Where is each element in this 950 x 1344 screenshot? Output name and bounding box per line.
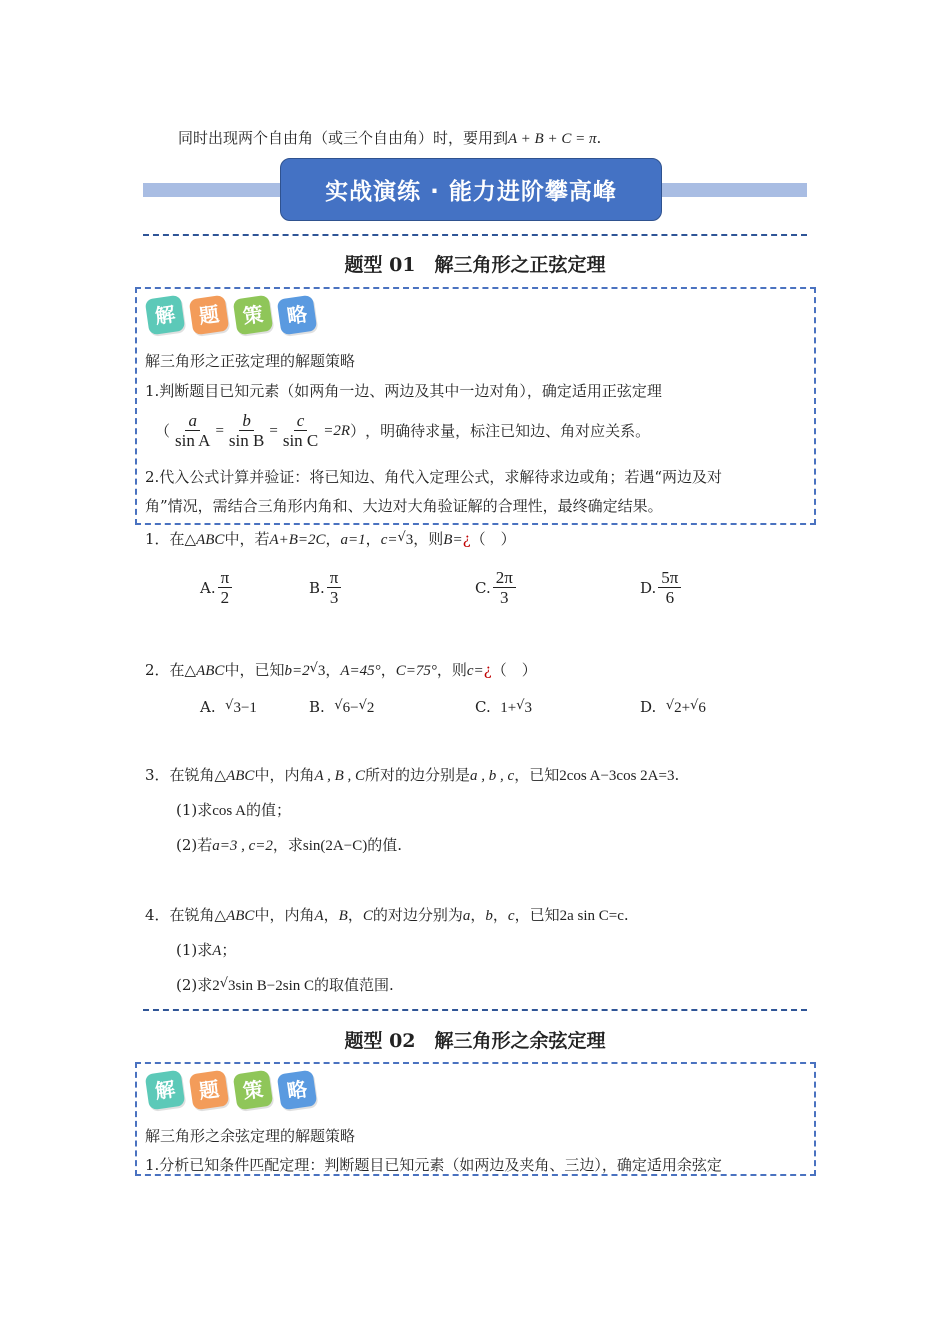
q2-option-c[interactable]: C. 1+√3 [475, 698, 533, 716]
sqrt-icon: √ [397, 530, 406, 545]
q1-option-c[interactable]: C. $\frac{2\pi}{3}$ [475, 568, 518, 607]
q3-part1: (1)求cos A的值； [176, 801, 292, 819]
intro-formula: A + B + C = π [508, 131, 597, 147]
q1-option-b[interactable]: B. $\frac{\pi}{3}$ [309, 568, 343, 607]
sqrt-icon: √ [219, 976, 229, 991]
section-banner: 实战演练 · 能力进阶攀高峰 [280, 158, 662, 221]
q4-part1: (1)求A； [176, 941, 237, 959]
strategy-step2a: 2.代入公式计算并验证：将已知边、角代入定理公式，求解待求边或角；若遇“两边及对 [145, 468, 722, 486]
q3-part2: (2)若a=3 , c=2，求sin(2A−C)的值. [176, 836, 402, 854]
question-3: 3．在锐角△ABC中，内角A , B , C所对的边分别是a , b , c，已知2cos A−3cos 2A=3. [145, 766, 680, 784]
section2-title: 题型 02 解三角形之余弦定理 [344, 1030, 606, 1052]
sine-law-formula: （ $\frac{a}{\text{sin A}}$ = $\frac{b}{\text{sin B}}$ = $\frac{c}{\text{sin C}}$ =2R ） ，明确待求量，标注已知边、角对应关系。 [155, 411, 651, 450]
q2-option-a[interactable]: A. √3−1 [200, 698, 257, 716]
strategy-title: 解三角形之正弦定理的解题策略 [145, 352, 356, 370]
strategy-step2b: 角”情况，需结合三角形内角和、大边对大角验证解的合理性，最终确定结果。 [145, 497, 663, 515]
sqrt-icon: √ [358, 698, 367, 713]
sqrt-icon: √ [309, 661, 318, 676]
sqrt-icon: √ [516, 698, 525, 713]
q1-option-d[interactable]: D. $\frac{5\pi}{6}$ [640, 568, 683, 607]
intro-line: 同时出现两个自由角（或三个自由角）时，要用到A + B + C = π. [178, 129, 602, 147]
strategy-badge: 解 题 策 略 [147, 297, 323, 333]
strategy-box-1 [135, 287, 816, 525]
divider [143, 1009, 807, 1011]
q4-part2: (2)求2√3sin B−2sin C的取值范围. [176, 976, 394, 994]
sqrt-icon: √ [225, 698, 234, 713]
strategy-step1: 1.分析已知条件匹配定理：判断题目已知元素（如两边及夹角、三边），确定适用余弦定 [145, 1156, 722, 1174]
strategy-box-2 [135, 1062, 816, 1176]
strategy-step1: 1.判断题目已知元素（如两角一边、两边及其中一边对角），确定适用正弦定理 [145, 382, 662, 400]
divider [143, 234, 807, 236]
strategy-badge: 解 题 策 略 [147, 1072, 323, 1108]
section1-title: 题型 01 解三角形之正弦定理 [344, 254, 606, 276]
question-4: 4．在锐角△ABC中，内角A，B，C的对边分别为a，b，c，已知2a sin C=c. [145, 906, 629, 924]
question-1: 1．在△ABC中，若A+B=2C，a=1，c=√3，则B=¿（ ） [145, 530, 516, 548]
strategy-title: 解三角形之余弦定理的解题策略 [145, 1127, 356, 1145]
q2-option-b[interactable]: B. √6−√2 [309, 698, 375, 716]
sqrt-icon: √ [690, 698, 699, 713]
q1-option-a[interactable]: A. $\frac{\pi}{2}$ [200, 568, 234, 607]
sqrt-icon: √ [334, 698, 343, 713]
question-2: 2．在△ABC中，已知b=2√3，A=45°，C=75°，则c=¿（ ） [145, 661, 537, 679]
q2-option-d[interactable]: D. √2+√6 [640, 698, 706, 716]
sqrt-icon: √ [665, 698, 675, 713]
